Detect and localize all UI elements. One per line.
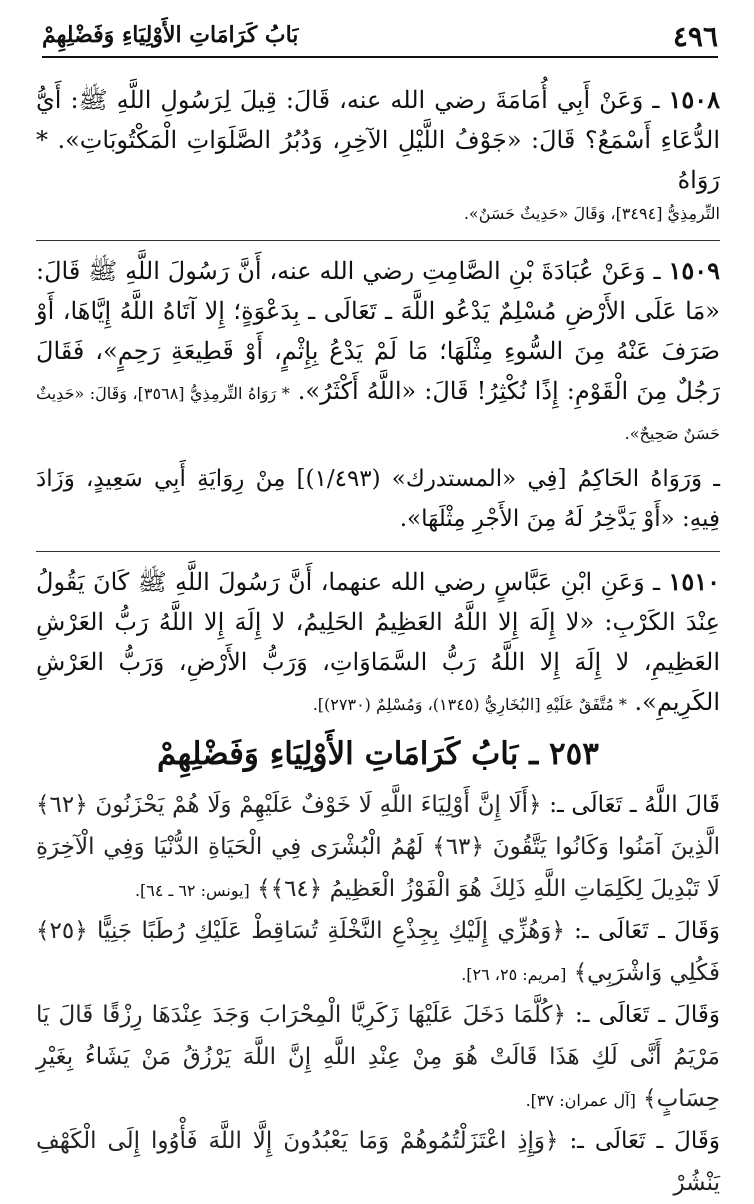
running-title: بَابُ كَرَامَاتِ الأَوْلِيَاءِ وَفَضْلِهِمْ <box>42 22 299 48</box>
hadith-number: ١٥٠٩ <box>668 256 720 285</box>
verse-reference: [آل عمران: ٣٧]. <box>525 1091 636 1110</box>
header-divider <box>42 56 718 58</box>
divider <box>36 551 720 552</box>
quran-verse: ﴿وَإِذِ اعْتَزَلْتُمُوهُمْ وَمَا يَعْبُدُونَ إِلَّا اللَّهَ فَأْوُوا إِلَى الْكَهْفِ يَنْشُرْ <box>36 1128 720 1196</box>
quran-citation <box>36 784 720 910</box>
quran-verse: ﴿وَهُزِّي إِلَيْكِ بِجِذْعِ النَّخْلَةِ تُسَاقِطْ عَلَيْكِ رُطَبًا جَنِيًّا ﴿٢٥﴾ فَكُلِي وَاشْرَبِي﴾ <box>36 918 720 986</box>
citation-intro: وَقَالَ ـ تَعَالَى ـ: <box>574 918 720 944</box>
quran-citation <box>36 994 720 1120</box>
hadith-text: ـ وَعَنِ ابْنِ عَبَّاسٍ رضي الله عنهما، أَنَّ رَسُولَ اللَّهِ ﷺ كَانَ يَقُولُ عِنْدَ الكَرْبِ: «لا إِلَهَ إِلا اللَّهُ العَظِيمُ الحَلِيمُ، لا إِلَهَ إِلا اللَّهُ رَبُّ العَرْشِ العَظِيمِ، لا إِلَهَ إِلا اللَّهُ رَبُّ السَّمَاوَاتِ، وَرَبُّ الأَرْضِ، وَرَبُّ العَرْشِ الكَرِيمِ». <box>36 568 720 716</box>
quran-citation <box>36 910 720 994</box>
page-number: ٤٩٦ <box>672 20 718 53</box>
spacer <box>36 451 720 459</box>
citation-intro: وَقَالَ ـ تَعَالَى ـ: <box>575 1002 720 1028</box>
page-header <box>42 14 718 54</box>
hadith-reference: * مُتَّفَقٌ عَلَيْهِ [البُخَارِيُّ (١٣٤٥)، وَمُسْلِمٌ (٢٧٣٠)]. <box>312 695 627 714</box>
quran-verse: ﴿كُلَّمَا دَخَلَ عَلَيْهَا زَكَرِيَّا الْمِحْرَابَ وَجَدَ عِنْدَهَا رِزْقًا قَالَ يَا مَرْيَمُ أَنَّى لَكِ هَذَا قَالَتْ هُوَ مِنْ عِنْدِ اللَّهِ إِنَّ اللَّهَ يَرْزُقُ مَنْ يَشَاءُ بِغَيْرِ حِسَابٍ﴾ <box>36 1002 720 1112</box>
hadith-number: ١٥٠٨ <box>668 85 720 114</box>
hadith-reference: * رَوَاهُ التِّرمِذِيُّ [٣٥٦٨]، وَقَالَ: «حَدِيثٌ حَسَنٌ صَحِيحٌ». <box>36 384 720 443</box>
quran-verse: ﴿أَلَا إِنَّ أَوْلِيَاءَ اللَّهِ لَا خَوْفٌ عَلَيْهِمْ وَلَا هُمْ يَحْزَنُونَ ﴿٦٢﴾ الَّذِينَ آمَنُوا وَكَانُوا يَتَّقُونَ ﴿٦٣﴾ لَهُمُ الْبُشْرَى فِي الْحَيَاةِ الدُّنْيَا وَفِي الْآخِرَةِ لَا تَبْدِيلَ لِكَلِمَاتِ اللَّهِ ذَلِكَ هُوَ الْفَوْزُ الْعَظِيمُ ﴿٦٤﴾﴾ <box>36 792 720 902</box>
divider <box>36 240 720 241</box>
page-content <box>36 80 720 1204</box>
hadith-number: ١٥١٠ <box>668 567 720 596</box>
hadith-1509 <box>36 251 720 451</box>
hadith-text: ـ وَعَنْ أَبِي أُمَامَةَ رضي الله عنه، قَالَ: قِيلَ لِرَسُولِ اللَّهِ ﷺ: أَيُّ الدُّعَاءِ أَسْمَعُ؟ قَالَ: «جَوْفُ اللَّيْلِ الآخِرِ، وَدُبُرُ الصَّلَوَاتِ الْمَكْتُوبَاتِ». * رَوَاهُ <box>36 86 720 194</box>
verse-reference: [مريم: ٢٥، ٢٦]. <box>461 965 567 984</box>
verse-reference: [يونس: ٦٢ ـ ٦٤]. <box>134 881 250 900</box>
hadith-text: ـ وَعَنْ عُبَادَةَ بْنِ الصَّامِتِ رضي الله عنه، أَنَّ رَسُولَ اللَّهِ ﷺ قَالَ: «مَا عَلَى الأَرْضِ مُسْلِمٌ يَدْعُو اللَّهَ ـ تَعَالَى ـ بِدَعْوَةٍ؛ إِلا آتَاهُ اللَّهُ إِيَّاهَا، أَوْ صَرَفَ عَنْهُ مِنَ السُّوءِ مِثْلَهَا؛ مَا لَمْ يَدْعُ بِإِثْمٍ، أَوْ قَطِيعَةِ رَحِمٍ»، فَقَالَ رَجُلٌ مِنَ الْقَوْمِ: إِذًا نُكْثِرُ! قَالَ: «اللَّهُ أَكْثَرُ». <box>36 257 720 405</box>
citation-intro: قَالَ اللَّهُ ـ تَعَالَى ـ: <box>549 792 721 818</box>
hadith-reference: التِّرمِذِيُّ [٣٤٩٤]، وَقَالَ «حَدِيثٌ حَسَنٌ». <box>463 204 720 223</box>
hadith-note: ـ وَرَوَاهُ الحَاكِمُ [فِي «المستدرك» (١/٤٩٣)] مِنْ رِوَايَةِ أَبِي سَعِيدٍ، وَزَادَ فِيهِ: «أَوْ يَدَّخِرُ لَهُ مِنَ الأَجْرِ مِثْلَهَا». <box>36 466 720 532</box>
citation-intro: وَقَالَ ـ تَعَالَى ـ: <box>569 1128 720 1154</box>
hadith-1510 <box>36 562 720 722</box>
chapter-heading: ٢٥٣ ـ بَابُ كَرَامَاتِ الأَوْلِيَاءِ وَفَضْلِهِمْ <box>157 736 599 772</box>
quran-citation <box>36 1120 720 1204</box>
hadith-1508 <box>36 80 720 200</box>
